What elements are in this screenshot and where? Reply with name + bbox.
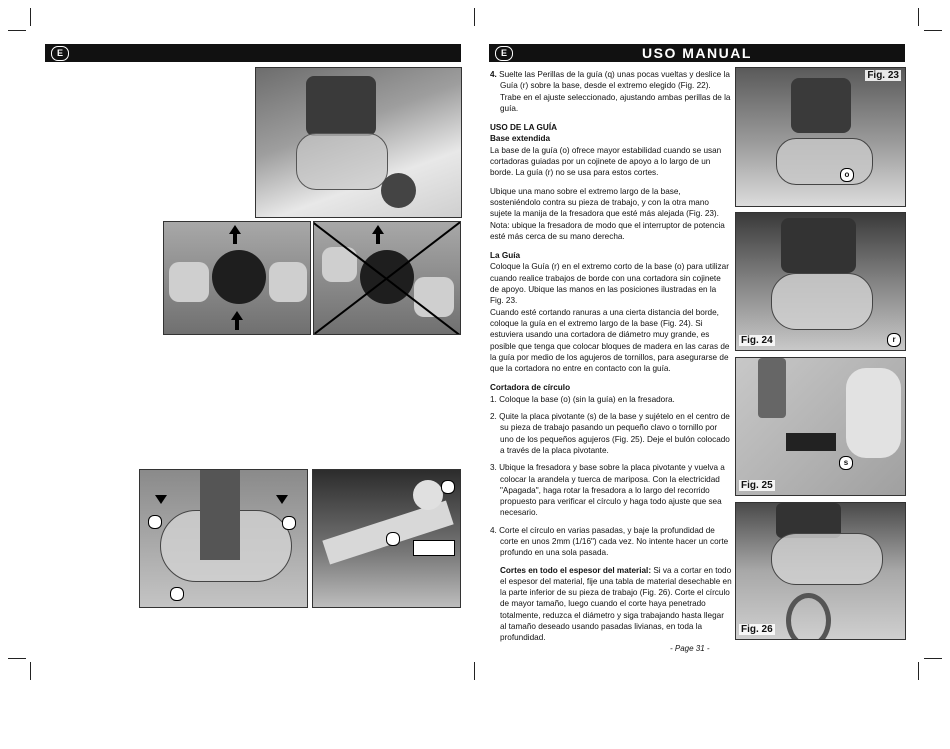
guide-knob	[413, 480, 443, 510]
inline-heading: Cortes en todo el espesor del material:	[500, 565, 652, 575]
figure-label: Fig. 26	[741, 624, 773, 635]
crop-mark	[474, 8, 475, 26]
router-base	[776, 138, 873, 185]
insert-arrow-icon	[413, 540, 455, 556]
section-title: USO MANUAL	[642, 45, 752, 61]
figure-26	[735, 502, 906, 640]
up-arrow-icon	[372, 225, 384, 234]
figure-23	[735, 67, 906, 207]
figure-label: Fig. 24	[741, 335, 773, 346]
router-base	[296, 133, 388, 190]
up-arrow-icon	[235, 320, 239, 330]
right-hand	[414, 277, 454, 317]
router-column	[200, 470, 240, 560]
callout-marker	[148, 515, 162, 529]
step-paragraph: 4. Corte el círculo en varias pasadas, y baje la profundidad de corte en unos 2mm (1/16") cada vez. No intente hacer un corte profundo en una sola pasada.	[490, 525, 729, 558]
page-number: - Page 31 -	[670, 644, 710, 653]
crop-mark	[924, 30, 942, 31]
language-badge: E	[495, 46, 513, 61]
cut-circle-piece	[786, 593, 831, 640]
left-page-header	[45, 44, 461, 62]
figure-label: Fig. 23	[867, 70, 899, 81]
crop-mark	[30, 662, 31, 680]
step-paragraph: 3. Ubique la fresadora y base sobre la placa pivotante y vuelva a colocar la arandela y tuerca de mariposa. Con la electricidad "Apagada", haga rotar la fresadora a lo largo del recorrido propuesto para verificar el círculo y haga todo ajuste que sea necesario.	[490, 463, 725, 518]
language-badge: E	[51, 46, 69, 61]
step-number: 4.	[490, 70, 497, 79]
figure-label: Fig. 25	[741, 480, 773, 491]
paragraph	[490, 565, 732, 644]
step-text: Suelte las Perillas de la guía (q) unas pocas vueltas y deslice la Guía (r) sobre la base, desde el extremo elegido (Fig. 22). Trabe en el ajuste seleccionado, ajustando ambas perillas de la guía.	[499, 70, 731, 113]
router-top-view	[212, 250, 266, 304]
callout-marker: s	[839, 456, 853, 470]
callout-marker: r	[887, 333, 901, 347]
step-paragraph: 1. Coloque la base (o) (sin la guía) en la fresadora.	[490, 394, 675, 404]
wheel	[381, 173, 416, 208]
up-arrow-icon	[376, 234, 380, 244]
hand	[846, 368, 901, 458]
paragraph: Coloque la Guía (r) en el extremo corto de la base (o) para utilizar cuando realice trabajos de borde con una cortadora sin cojinete de apoyo. Ubique las manos en las posiciones ilustradas en la Fig. 23.	[490, 262, 729, 306]
down-arrow-icon	[155, 495, 167, 504]
paragraph: Cuando esté cortando ranuras a una cierta distancia del borde, coloque la guía en el extremo largo de la base (Fig. 24). Si estuviera usando una cortadora de diámetro muy grande, es posible que tenga que colocar bloques de madera en las caras de la guía por medio de los agujeros de tornillos, para asegurarse de que la cortadora no entre en contacto con la guía.	[490, 307, 730, 374]
crop-mark	[924, 658, 942, 659]
router-base	[771, 273, 873, 330]
step-paragraph: 2. Quite la placa pivotante (s) de la base y sujételo en el centro de su pieza de trabajo pasando un pequeño clavo o tornillo por uno de los pequeños agujeros (Fig. 25). Deje el bulón colocado a través de la placa pivotante.	[490, 412, 730, 455]
body-text	[490, 69, 732, 644]
callout-marker	[170, 587, 184, 601]
crop-mark	[30, 8, 31, 26]
figure-25	[735, 357, 906, 496]
crop-mark	[918, 662, 919, 680]
right-hand	[269, 262, 307, 302]
section-heading: USO DE LA GUÍA	[490, 123, 558, 133]
callout-marker	[282, 516, 296, 530]
crop-mark	[918, 8, 919, 26]
up-arrow-icon	[229, 225, 241, 234]
router-body	[781, 218, 856, 273]
paragraph-text: Si va a cortar en todo el espesor del material, fije una tabla de material desechable en la parte inferior de su pieza de trabajo (Fig. 26). Corte el círculo de mayor tamaño, luego cuando el corte haya penetrado totalmente, reduzca el diámetro y siga trabajando hasta llegar al tamaño deseado usando pasadas livianas, en toda la profundidad.	[500, 565, 732, 643]
subsection-heading: Base extendida	[490, 134, 551, 144]
subsection-heading: Cortadora de círculo	[490, 383, 571, 393]
photo-hands-incorrect	[313, 221, 461, 335]
subsection-heading: La Guía	[490, 251, 521, 261]
photo-base-with-callouts	[139, 469, 308, 608]
callout-marker: o	[840, 168, 854, 182]
router-base	[771, 533, 883, 585]
photo-router-on-table	[255, 67, 462, 218]
photo-guide-assembly	[312, 469, 461, 608]
photo-hands-correct	[163, 221, 311, 335]
step-4-paragraph	[490, 69, 732, 114]
hammer	[758, 358, 786, 418]
right-page-header	[489, 44, 905, 62]
callout-marker	[441, 480, 455, 494]
up-arrow-icon	[233, 234, 237, 244]
pivot-plate	[786, 433, 836, 451]
crop-mark	[8, 30, 26, 31]
down-arrow-icon	[276, 495, 288, 504]
up-arrow-icon	[231, 311, 243, 320]
paragraph: Ubique una mano sobre el extremo largo de la base, sosteniéndolo contra su pieza de trabajo, y con la otra mano sujete la manija de la fresadora que esté más alejada (Fig. 23). Nota: ubique la fresadora de modo que el interruptor de potencia esté más cerca de su mano derecha.	[490, 186, 725, 241]
callout-marker	[386, 532, 400, 546]
left-hand	[169, 262, 209, 302]
router-body	[791, 78, 851, 133]
crop-mark	[474, 662, 475, 680]
figure-24	[735, 212, 906, 351]
paragraph: La base de la guía (o) ofrece mayor estabilidad cuando se usan cortadoras guiadas por un cojinete de apoyo a lo largo de un borde. La guía (r) no se usa para estos cortes.	[490, 145, 722, 178]
crop-mark	[8, 658, 26, 659]
router-body	[306, 76, 376, 136]
